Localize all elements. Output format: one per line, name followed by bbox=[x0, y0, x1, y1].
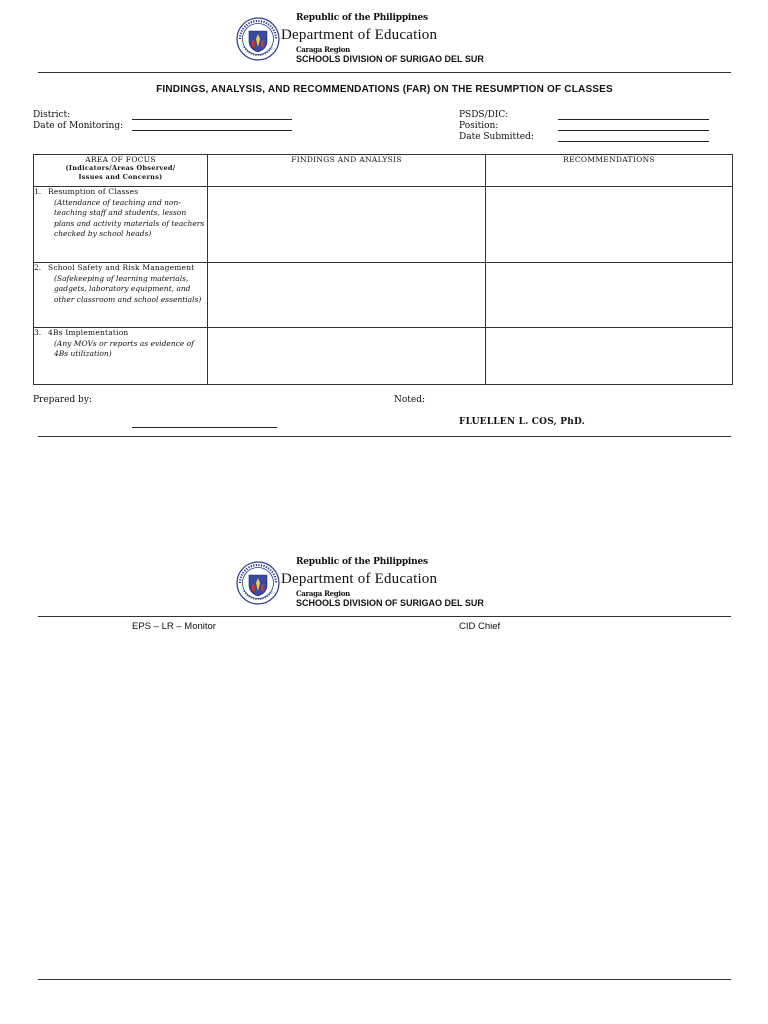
prepared-by-signature-line[interactable] bbox=[132, 427, 277, 428]
table-row bbox=[34, 328, 733, 385]
date-of-monitoring-label: Date of Monitoring: bbox=[33, 121, 124, 131]
recommendations-cell[interactable] bbox=[486, 263, 733, 328]
table-row bbox=[34, 187, 733, 263]
row-number: 1. bbox=[34, 187, 42, 196]
row-number: 3. bbox=[34, 328, 42, 337]
region-label: Caraga Region bbox=[296, 45, 350, 54]
department-name: Department of Education bbox=[281, 571, 438, 587]
psds-label: PSDS/DIC: bbox=[459, 110, 509, 120]
far-table bbox=[33, 154, 733, 385]
footer-divider-2 bbox=[38, 616, 731, 617]
district-label: District: bbox=[33, 110, 71, 120]
noted-role: CID Chief bbox=[459, 621, 501, 632]
position-input-line[interactable] bbox=[558, 130, 709, 131]
division-label: SCHOOLS DIVISION OF SURIGAO DEL SUR bbox=[296, 54, 484, 64]
republic-label: Republic of the Philippines bbox=[296, 557, 428, 567]
date-of-monitoring-input-line[interactable] bbox=[132, 130, 292, 131]
division-label: SCHOOLS DIVISION OF SURIGAO DEL SUR bbox=[296, 598, 484, 608]
document-title: FINDINGS, ANALYSIS, AND RECOMMENDATIONS (FAR) ON THE RESUMPTION OF CLASSES bbox=[156, 84, 613, 95]
district-input-line[interactable] bbox=[132, 119, 292, 120]
findings-cell[interactable] bbox=[208, 187, 486, 263]
page-bottom-divider bbox=[38, 979, 731, 980]
row-detail: (Safekeeping of learning materials, gadgets, laboratory equipment, and other classroom and school essentials) bbox=[54, 273, 202, 304]
date-submitted-input-line[interactable] bbox=[558, 141, 709, 142]
psds-input-line[interactable] bbox=[558, 119, 709, 120]
prepared-role: EPS – LR – Monitor bbox=[132, 621, 216, 632]
findings-cell[interactable] bbox=[208, 263, 486, 328]
recommendations-cell[interactable] bbox=[486, 187, 733, 263]
findings-cell[interactable] bbox=[208, 328, 486, 385]
row-heading: 4Bs Implementation bbox=[48, 328, 129, 337]
republic-label: Republic of the Philippines bbox=[296, 13, 428, 23]
department-name: Department of Education bbox=[281, 27, 438, 43]
recommendations-header: RECOMMENDATIONS bbox=[486, 155, 733, 187]
prepared-by-label: Prepared by: bbox=[33, 395, 92, 405]
row-heading: Resumption of Classes bbox=[48, 187, 139, 196]
row-heading: School Safety and Risk Management bbox=[48, 263, 195, 272]
header-divider bbox=[38, 72, 731, 73]
region-label: Caraga Region bbox=[296, 589, 350, 598]
findings-header: FINDINGS AND ANALYSIS bbox=[208, 155, 486, 187]
area-cell bbox=[34, 187, 208, 263]
area-of-focus-subtitle: (Indicators/Areas Observed/ Issues and Concerns) bbox=[65, 164, 176, 181]
noted-label: Noted: bbox=[394, 395, 426, 405]
area-cell bbox=[34, 328, 208, 385]
area-of-focus-header bbox=[34, 155, 208, 187]
footer-divider-1 bbox=[38, 436, 731, 437]
area-of-focus-title: AREA OF FOCUS bbox=[85, 155, 156, 164]
area-cell bbox=[34, 263, 208, 328]
deped-seal-icon bbox=[236, 561, 280, 605]
position-label: Position: bbox=[459, 121, 499, 131]
row-detail: (Attendance of teaching and non-teaching staff and students, lesson plans and activity materials of teachers checked by school heads) bbox=[54, 197, 205, 238]
recommendations-cell[interactable] bbox=[486, 328, 733, 385]
table-header-row bbox=[34, 155, 733, 187]
row-detail: (Any MOVs or reports as evidence of 4Bs utilization) bbox=[54, 338, 194, 358]
noted-name: FLUELLEN L. COS, PhD. bbox=[459, 417, 585, 427]
row-number: 2. bbox=[34, 263, 42, 272]
table-row bbox=[34, 263, 733, 328]
date-submitted-label: Date Submitted: bbox=[459, 132, 534, 142]
deped-seal-icon bbox=[236, 17, 280, 61]
